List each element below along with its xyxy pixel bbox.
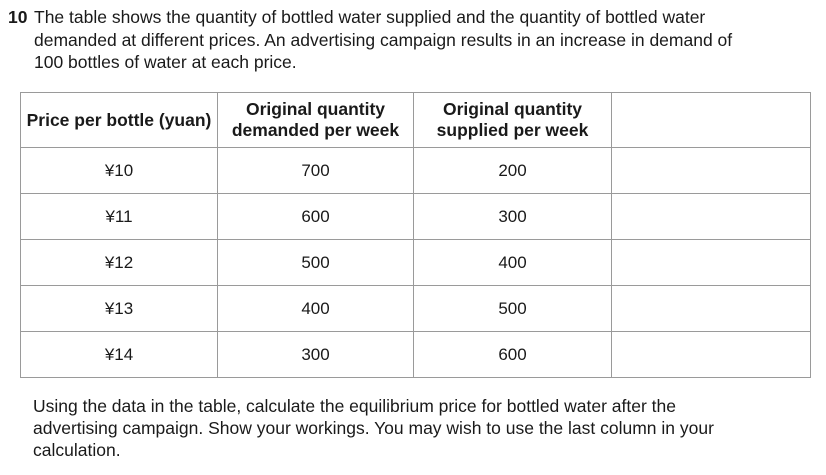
- header-workings: [612, 93, 811, 148]
- demanded-cell: 700: [218, 148, 414, 194]
- price-cell: ¥14: [21, 332, 218, 378]
- supplied-cell: 500: [414, 286, 612, 332]
- supplied-cell: 600: [414, 332, 612, 378]
- workings-cell[interactable]: [612, 148, 811, 194]
- table-row: [21, 286, 811, 332]
- workings-cell[interactable]: [612, 194, 811, 240]
- data-table: [20, 92, 811, 378]
- question-text: The table shows the quantity of bottled water supplied and the quantity of bottled water demanded at different prices. An advertising campaign results in an increase in demand of 100 bottles of water at each price.: [34, 7, 733, 72]
- price-cell: ¥11: [21, 194, 218, 240]
- table-row: [21, 332, 811, 378]
- header-price: Price per bottle (yuan): [21, 93, 218, 148]
- table-row: [21, 148, 811, 194]
- price-cell: ¥13: [21, 286, 218, 332]
- supplied-cell: 200: [414, 148, 612, 194]
- header-supplied: Original quantity supplied per week: [414, 93, 612, 148]
- question-number: 10: [8, 7, 28, 27]
- instructions-text: Using the data in the table, calculate the equilibrium price for bottled water after the advertising campaign. Show your workings. You may wish to use the last column in your calculation.: [33, 396, 714, 460]
- question-block: [8, 6, 768, 72]
- price-cell: ¥12: [21, 240, 218, 286]
- workings-cell[interactable]: [612, 286, 811, 332]
- demanded-cell: 300: [218, 332, 414, 378]
- table-row: [21, 194, 811, 240]
- demanded-cell: 500: [218, 240, 414, 286]
- workings-cell[interactable]: [612, 332, 811, 378]
- supplied-cell: 400: [414, 240, 612, 286]
- demanded-cell: 600: [218, 194, 414, 240]
- demanded-cell: 400: [218, 286, 414, 332]
- header-demanded: Original quantity demanded per week: [218, 93, 414, 148]
- supplied-cell: 300: [414, 194, 612, 240]
- workings-cell[interactable]: [612, 240, 811, 286]
- price-cell: ¥10: [21, 148, 218, 194]
- table-header-row: [21, 93, 811, 148]
- table-row: [21, 240, 811, 286]
